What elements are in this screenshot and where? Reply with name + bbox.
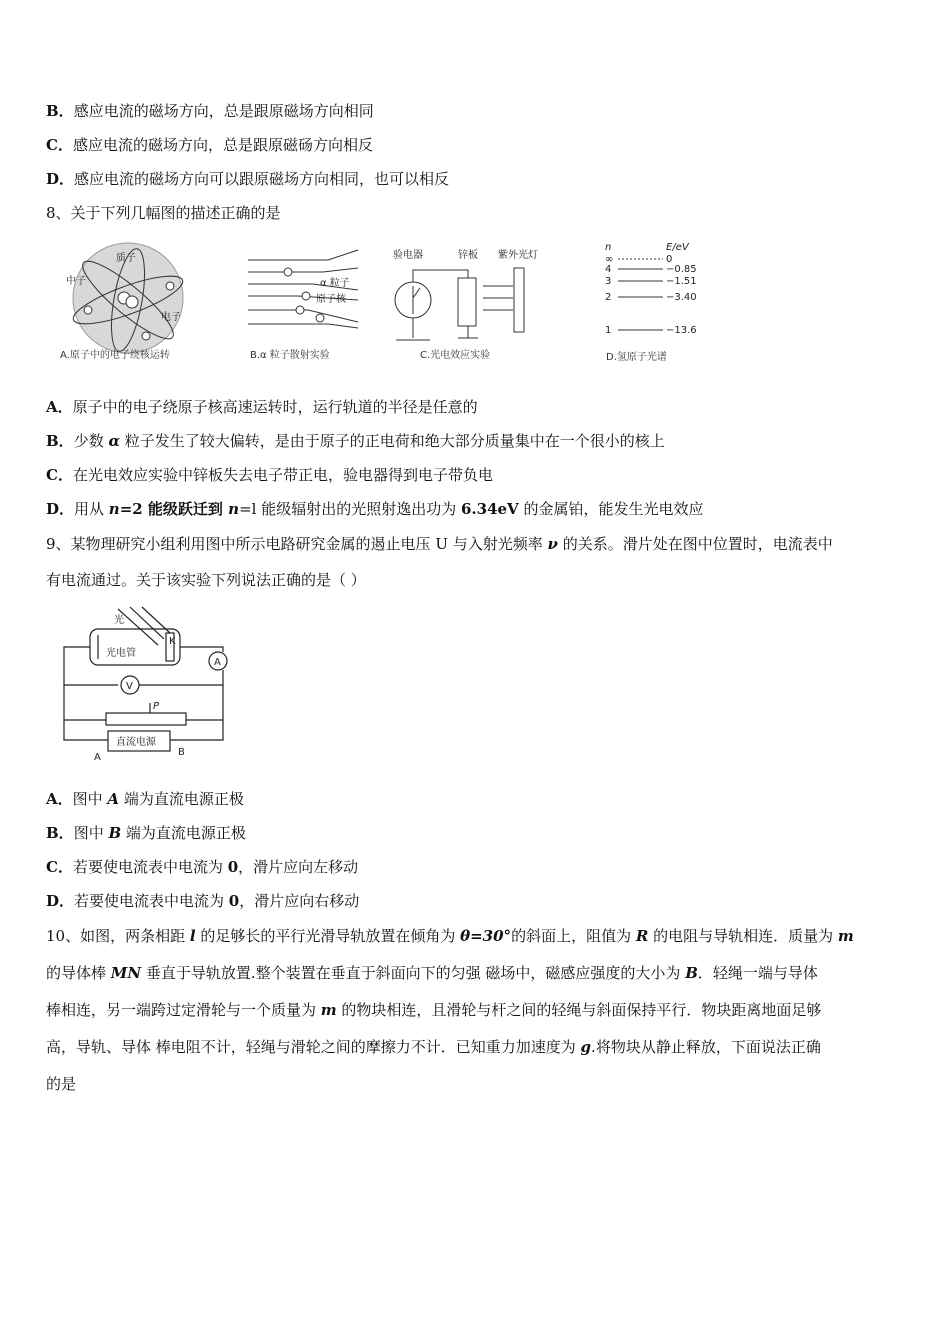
option-letter: B．	[46, 824, 74, 842]
level-n: ∞	[605, 254, 614, 265]
q8-option-a	[46, 396, 478, 418]
var-m: m	[837, 927, 854, 945]
var-l: l	[189, 927, 196, 945]
label-end-b: B	[178, 747, 185, 758]
stem-text: 10、如图，两条相距	[46, 927, 190, 945]
option-letter: D．	[46, 500, 75, 518]
label-uv-lamp: 紫外光灯	[498, 250, 538, 261]
figure-c-photoelectric	[395, 268, 524, 340]
label-nucleus: 原子核	[316, 294, 346, 305]
label-electron: 电子	[161, 312, 181, 323]
level-e: −13.6	[666, 325, 697, 336]
header-n: n	[605, 242, 612, 253]
label-end-a: A	[94, 752, 101, 763]
option-text: =2 能级跃迁到	[119, 500, 229, 518]
option-text: 感应电流的磁场方向可以跟原磁场方向相同，也可以相反	[74, 170, 450, 188]
q9-option-a	[46, 788, 244, 810]
level-n: 2	[605, 292, 612, 303]
header-e: E/eV	[666, 242, 689, 253]
value-zero: 0	[227, 858, 239, 876]
option-letter: C．	[46, 466, 73, 484]
option-letter: B．	[46, 432, 74, 450]
label-phototube: 光电管	[106, 648, 136, 659]
q7-option-c	[46, 134, 373, 156]
var-b-field: B	[685, 964, 698, 982]
option-letter: A．	[46, 790, 73, 808]
stem-text: 的导体棒	[46, 964, 111, 982]
option-text: 在光电效应实验中锌板失去电子带正电，验电器得到电子带负电	[72, 466, 493, 484]
q9-option-c	[46, 856, 358, 878]
level-n: 4	[605, 264, 612, 275]
var-a: A	[107, 790, 120, 808]
option-text: 原子中的电子绕原子核高速运转时，运行轨道的半径是任意的	[72, 398, 478, 416]
stem-text: 的物块相连，且滑轮与杆之间的轻绳与斜面保持平行．物块距离地面足够	[336, 1001, 822, 1019]
q9-option-d	[46, 890, 359, 912]
figure-b-alpha-scattering	[248, 250, 358, 328]
q10-line5: 的是	[46, 1075, 77, 1093]
stem-text: 的足够长的平行光滑导轨放置在倾角为	[195, 927, 461, 945]
option-letter: A．	[46, 398, 73, 416]
voltmeter-icon: V	[126, 681, 133, 692]
caption-a: A.原子中的电子绕核运转	[60, 350, 170, 361]
option-text: 的金属铂，能发生光电效应	[518, 500, 704, 518]
label-slider-p: P	[153, 701, 160, 712]
theta-value: θ=30°	[460, 927, 512, 945]
option-text: 粒子发生了较大偏转，是由于原子的正电荷和绝大部分质量集中在一个很小的核上	[120, 432, 665, 450]
stem-text: 的电阻与导轨相连．质量为	[648, 927, 838, 945]
q9-stem-line1	[46, 533, 833, 555]
q10-line3	[46, 999, 821, 1021]
option-text: =l 能级辐射出的光照射逸出功为	[239, 500, 461, 518]
stem-text: 高，导轨、导体 棒电阻不计，轻绳与滑轮之间的摩擦力不计．已知重力加速度为	[46, 1038, 581, 1056]
option-letter: D．	[46, 892, 75, 910]
stem-text: 的关系。滑片处在图中位置时，电流表中	[557, 535, 833, 553]
level-e: 0	[666, 254, 673, 265]
value-zero: 0	[228, 892, 240, 910]
option-text: 若要使电流表中电流为	[72, 858, 228, 876]
q7-option-d	[46, 168, 449, 190]
work-function-value: 6.34eV	[460, 500, 519, 518]
stem-text: .将物块从静止释放，下面说法正确	[591, 1038, 821, 1056]
var-n: n	[228, 500, 240, 518]
option-text: 若要使电流表中电流为	[74, 892, 229, 910]
q7-option-b	[46, 100, 374, 122]
label-neutron: 中子	[66, 276, 86, 287]
var-m: m	[320, 1001, 337, 1019]
q10-line1	[46, 925, 854, 947]
option-text: 端为直流电源正极	[121, 824, 246, 842]
option-letter: D．	[46, 170, 75, 188]
stem-text: 棒相连，另一端跨过定滑轮与一个质量为	[46, 1001, 321, 1019]
option-text: 感应电流的磁场方向，总是跟原磁场方向相同	[73, 102, 374, 120]
option-text: 感应电流的磁场方向，总是跟原磁砀方向相反	[72, 136, 373, 154]
option-letter: C．	[46, 136, 73, 154]
var-b: B	[108, 824, 122, 842]
q9-circuit-figure	[58, 605, 238, 765]
label-alpha: α 粒子	[320, 278, 350, 289]
q8-stem: 8、关于下列几幅图的描述正确的是	[46, 204, 281, 222]
q8-option-d	[46, 498, 703, 520]
option-letter: B．	[46, 102, 74, 120]
option-text: 少数	[73, 432, 109, 450]
var-n: n	[108, 500, 120, 518]
q9-stem-line2: 有电流通过。关于该实验下列说法正确的是（ ）	[46, 571, 366, 589]
option-text: 端为直流电源正极	[119, 790, 244, 808]
label-electroscope: 验电器	[393, 250, 423, 261]
stem-text: 的斜面上，阻值为	[511, 927, 636, 945]
option-text: ，滑片应向左移动	[238, 858, 359, 876]
option-letter: C．	[46, 858, 73, 876]
option-text: 图中	[73, 824, 109, 842]
label-zinc: 锌板	[458, 250, 478, 261]
level-e: −3.40	[666, 292, 697, 303]
var-mn: MN	[110, 964, 142, 982]
stem-text: ．轻绳一端与导体	[697, 964, 818, 982]
var-r: R	[635, 927, 649, 945]
figure-d-energy-levels	[605, 242, 697, 363]
option-text: 图中	[72, 790, 108, 808]
figure-a-atom	[60, 243, 187, 361]
label-k: K	[169, 636, 176, 647]
stem-text: 垂直于导轨放置.整个装置在垂直于斜面向下的匀强 磁场中，磁感应强度的大小为	[141, 964, 686, 982]
caption-c: C.光电效应实验	[420, 350, 491, 361]
option-text: 用从	[74, 500, 109, 518]
level-n: 1	[605, 325, 612, 336]
level-n: 3	[605, 276, 612, 287]
q8-option-c	[46, 464, 493, 486]
level-e: −0.85	[666, 264, 697, 275]
ammeter-icon: A	[214, 657, 221, 668]
label-proton: 质子	[116, 253, 136, 264]
alpha-symbol: α	[108, 432, 121, 450]
caption-d: D.氢原子光谱	[606, 352, 667, 363]
q10-line2	[46, 962, 818, 984]
label-light: 光	[114, 615, 124, 626]
q8-figures	[58, 238, 708, 373]
level-e: −1.51	[666, 276, 697, 287]
nu-symbol: ν	[547, 535, 558, 553]
label-dc-source: 直流电源	[116, 737, 156, 748]
var-g: g	[580, 1038, 592, 1056]
option-text: ，滑片应向右移动	[239, 892, 360, 910]
q10-line4	[46, 1036, 821, 1058]
q9-option-b	[46, 822, 246, 844]
caption-b: B.α 粒子散射实验	[250, 350, 330, 361]
q8-option-b	[46, 430, 665, 452]
stem-text: 9、某物理研究小组利用图中所示电路研究金属的遏止电压 U 与入射光频率	[46, 535, 548, 553]
